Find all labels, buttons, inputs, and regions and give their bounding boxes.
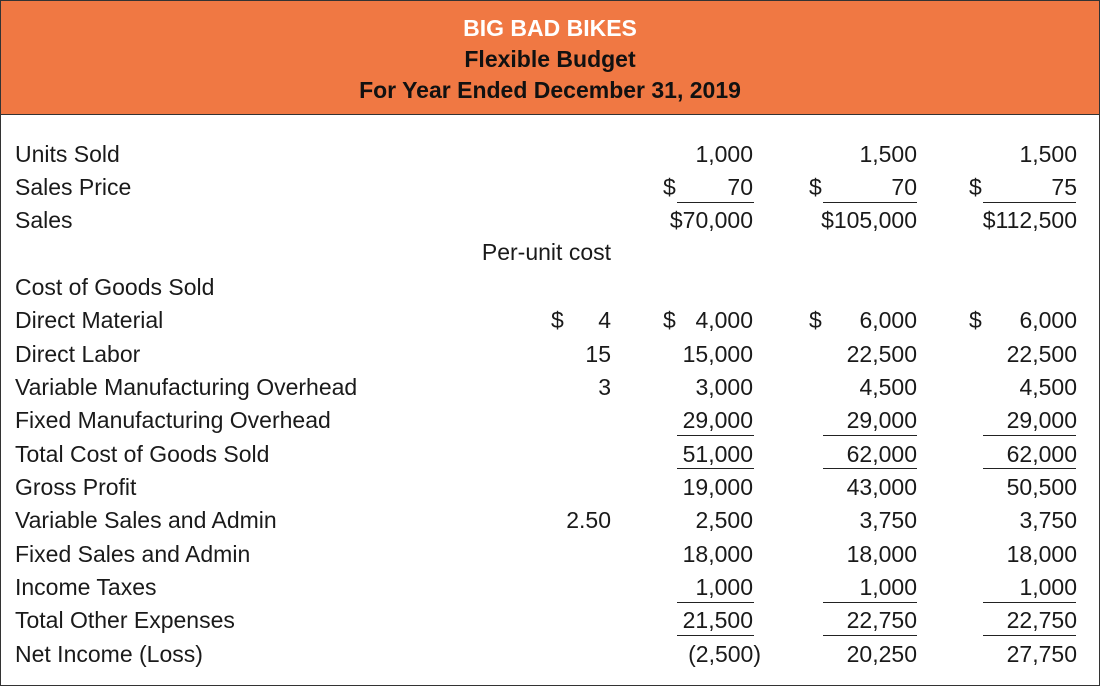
underline [677, 602, 754, 603]
direct-labor-col1: 15,000 [682, 341, 753, 367]
report-period: For Year Ended December 31, 2019 [359, 77, 741, 103]
row-label-income-taxes: Income Taxes [15, 574, 157, 600]
net-income-col1: (2,500) [688, 641, 761, 667]
underline [983, 202, 1076, 203]
row-label-fixed-sales-admin: Fixed Sales and Admin [15, 541, 251, 567]
sales-col3: $112,500 [982, 207, 1077, 233]
underline [677, 435, 754, 436]
underline [677, 202, 754, 203]
sales-col1: $70,000 [669, 207, 753, 233]
total-cogs-col3: 62,000 [1006, 441, 1077, 467]
fixed-sales-admin-col1: 18,000 [682, 541, 753, 567]
dollar-sign: $ [969, 307, 982, 333]
dollar-sign: $ [969, 174, 982, 200]
fixed-sales-admin-col3: 18,000 [1006, 541, 1077, 567]
gross-profit-col3: 50,500 [1006, 474, 1077, 500]
variable-sales-admin-col2: 3,750 [859, 507, 917, 533]
variable-sales-admin-col1: 2,500 [695, 507, 753, 533]
underline [983, 468, 1076, 469]
underline [983, 602, 1076, 603]
per-unit-cost-heading: Per-unit cost [481, 239, 611, 265]
row-label-variable-sales-admin: Variable Sales and Admin [15, 507, 277, 533]
direct-labor-per-unit: 15 [585, 341, 611, 367]
total-cogs-col2: 62,000 [846, 441, 917, 467]
units-sold-col3: 1,500 [1019, 141, 1077, 167]
row-label-direct-labor: Direct Labor [15, 341, 141, 367]
fixed-mfg-overhead-col2: 29,000 [846, 407, 917, 433]
report-title: Flexible Budget [464, 46, 636, 72]
gross-profit-col2: 43,000 [846, 474, 917, 500]
underline [823, 468, 917, 469]
total-cogs-col1: 51,000 [682, 441, 753, 467]
underline [983, 435, 1076, 436]
underline [823, 435, 917, 436]
variable-mfg-overhead-col1: 3,000 [695, 374, 753, 400]
row-label-cogs-heading: Cost of Goods Sold [15, 274, 215, 300]
underline [823, 602, 917, 603]
dollar-sign: $ [809, 174, 822, 200]
direct-material-col1: 4,000 [695, 307, 753, 333]
net-income-col3: 27,750 [1006, 641, 1077, 667]
underline [823, 635, 917, 636]
gross-profit-col1: 19,000 [682, 474, 753, 500]
row-label-sales: Sales [15, 207, 73, 233]
underline [677, 468, 754, 469]
direct-labor-col2: 22,500 [846, 341, 917, 367]
income-taxes-col2: 1,000 [859, 574, 917, 600]
row-label-units-sold: Units Sold [15, 141, 120, 167]
row-label-net-income: Net Income (Loss) [15, 641, 203, 667]
direct-labor-col3: 22,500 [1006, 341, 1077, 367]
variable-mfg-overhead-per-unit: 3 [598, 374, 611, 400]
income-taxes-col1: 1,000 [695, 574, 753, 600]
total-other-expenses-col2: 22,750 [846, 607, 917, 633]
row-label-fixed-mfg-overhead: Fixed Manufacturing Overhead [15, 407, 331, 433]
units-sold-col2: 1,500 [859, 141, 917, 167]
sales-price-col3: 75 [1051, 174, 1077, 200]
sales-col2: $105,000 [821, 207, 917, 233]
dollar-sign: $ [551, 307, 564, 333]
variable-mfg-overhead-col2: 4,500 [859, 374, 917, 400]
income-taxes-col3: 1,000 [1019, 574, 1077, 600]
dollar-sign: $ [663, 307, 676, 333]
units-sold-col1: 1,000 [695, 141, 753, 167]
statement-header [1, 1, 1099, 115]
row-label-direct-material: Direct Material [15, 307, 164, 333]
dollar-sign: $ [663, 174, 676, 200]
variable-sales-admin-col3: 3,750 [1019, 507, 1077, 533]
dollar-sign: $ [809, 307, 822, 333]
company-name: BIG BAD BIKES [463, 15, 637, 41]
row-label-total-cogs: Total Cost of Goods Sold [15, 441, 270, 467]
direct-material-per-unit: 4 [598, 307, 611, 333]
net-income-col2: 20,250 [846, 641, 917, 667]
variable-sales-admin-per-unit: 2.50 [566, 507, 611, 533]
row-label-sales-price: Sales Price [15, 174, 132, 200]
fixed-mfg-overhead-col3: 29,000 [1006, 407, 1077, 433]
row-label-total-other-expenses: Total Other Expenses [15, 607, 235, 633]
total-other-expenses-col1: 21,500 [682, 607, 753, 633]
total-other-expenses-col3: 22,750 [1006, 607, 1077, 633]
row-label-gross-profit: Gross Profit [15, 474, 137, 500]
direct-material-col3: 6,000 [1019, 307, 1077, 333]
underline [983, 635, 1076, 636]
direct-material-col2: 6,000 [859, 307, 917, 333]
fixed-sales-admin-col2: 18,000 [846, 541, 917, 567]
sales-price-col2: 70 [891, 174, 917, 200]
underline [823, 202, 917, 203]
fixed-mfg-overhead-col1: 29,000 [682, 407, 753, 433]
underline [677, 635, 754, 636]
variable-mfg-overhead-col3: 4,500 [1019, 374, 1077, 400]
sales-price-col1: 70 [727, 174, 753, 200]
row-label-variable-mfg-overhead: Variable Manufacturing Overhead [15, 374, 358, 400]
